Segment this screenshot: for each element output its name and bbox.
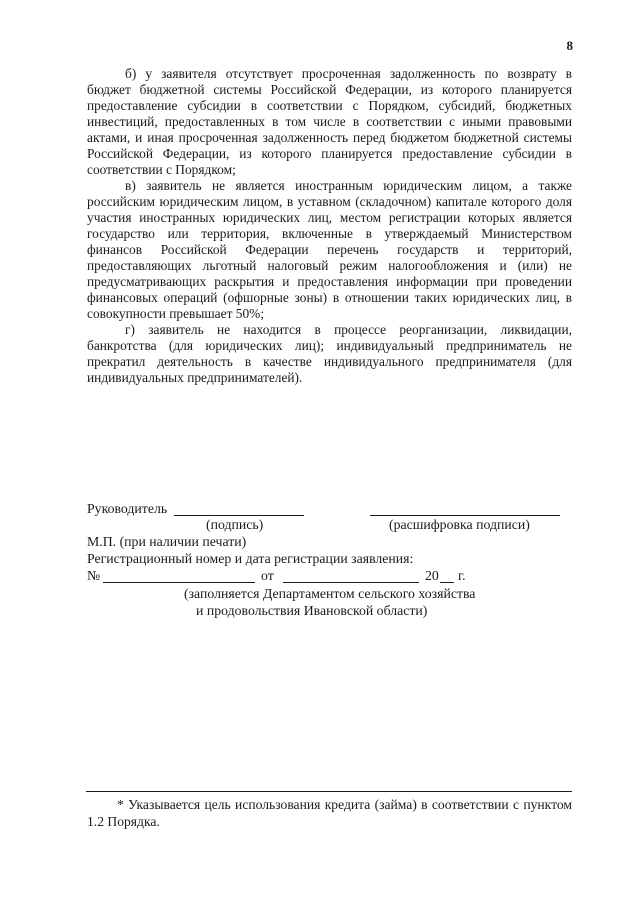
paragraph-b: б) у заявителя отсутствует просроченная задолженность по возврату в бюджет бюджетной системы Российской Федерации, из которого планируется предоставление субсидии в соответствии с Порядком, субсидий, бюджетных инвестиций, предоставленных в том числе в соответствии с иными правовыми актами, и иная просроченная задолженность перед бюджетом бюджетной системы Российской Федерации, из которого планируется предоставление субсидии в соответствии с Порядком;: [87, 66, 572, 177]
decoding-caption: (расшифровка подписи): [389, 517, 530, 532]
page-number: 8: [566, 38, 573, 53]
decoding-line[interactable]: [370, 501, 560, 516]
registration-label: Регистрационный номер и дата регистрации заявления:: [87, 551, 414, 566]
from-label: от: [261, 568, 274, 583]
signature-line[interactable]: [174, 501, 304, 516]
registration-date-line[interactable]: [283, 568, 419, 583]
paragraph-g: г) заявитель не находится в процессе реорганизации, ликвидации, банкротства (для юридических лиц); индивидуальный предприниматель не прекратил деятельность в качестве индивидуального предпринимателя (для индивидуальных предпринимателей).: [87, 322, 572, 385]
filled-by-line1: (заполняется Департаментом сельского хозяйства: [184, 586, 476, 601]
registration-number-line[interactable]: [103, 568, 255, 583]
footnote: [87, 796, 572, 830]
conditions-text: [87, 66, 572, 386]
year-suffix: г.: [458, 568, 466, 583]
filled-by-line2: и продовольствия Ивановской области): [196, 603, 428, 618]
signature-caption: (подпись): [206, 517, 264, 532]
year-prefix: 20: [425, 568, 439, 583]
footnote-text: * Указывается цель использования кредита (займа) в соответствии с пунктом 1.2 Порядка.: [87, 797, 572, 829]
number-sign: №: [87, 568, 101, 583]
seal-label: М.П. (при наличии печати): [87, 534, 247, 549]
footnote-divider: [86, 791, 572, 792]
year-line[interactable]: [440, 568, 454, 583]
head-label: Руководитель: [87, 501, 168, 516]
paragraph-v: в) заявитель не является иностранным юридическим лицом, а также российским юридическим лицом, в уставном (складочном) капитале которого доля участия иностранных юридических лиц, местом регистрации которых является государство или территория, включенные в утверждаемый Министерством финансов Российской Федерации перечень государств и территорий, предоставляющих льготный налоговый режим налогообложения и (или) не предусматривающих раскрытия и предоставления информации при проведении финансовых операций (офшорные зоны) в отношении таких юридических лиц, в совокупности превышает 50%;: [87, 178, 572, 321]
